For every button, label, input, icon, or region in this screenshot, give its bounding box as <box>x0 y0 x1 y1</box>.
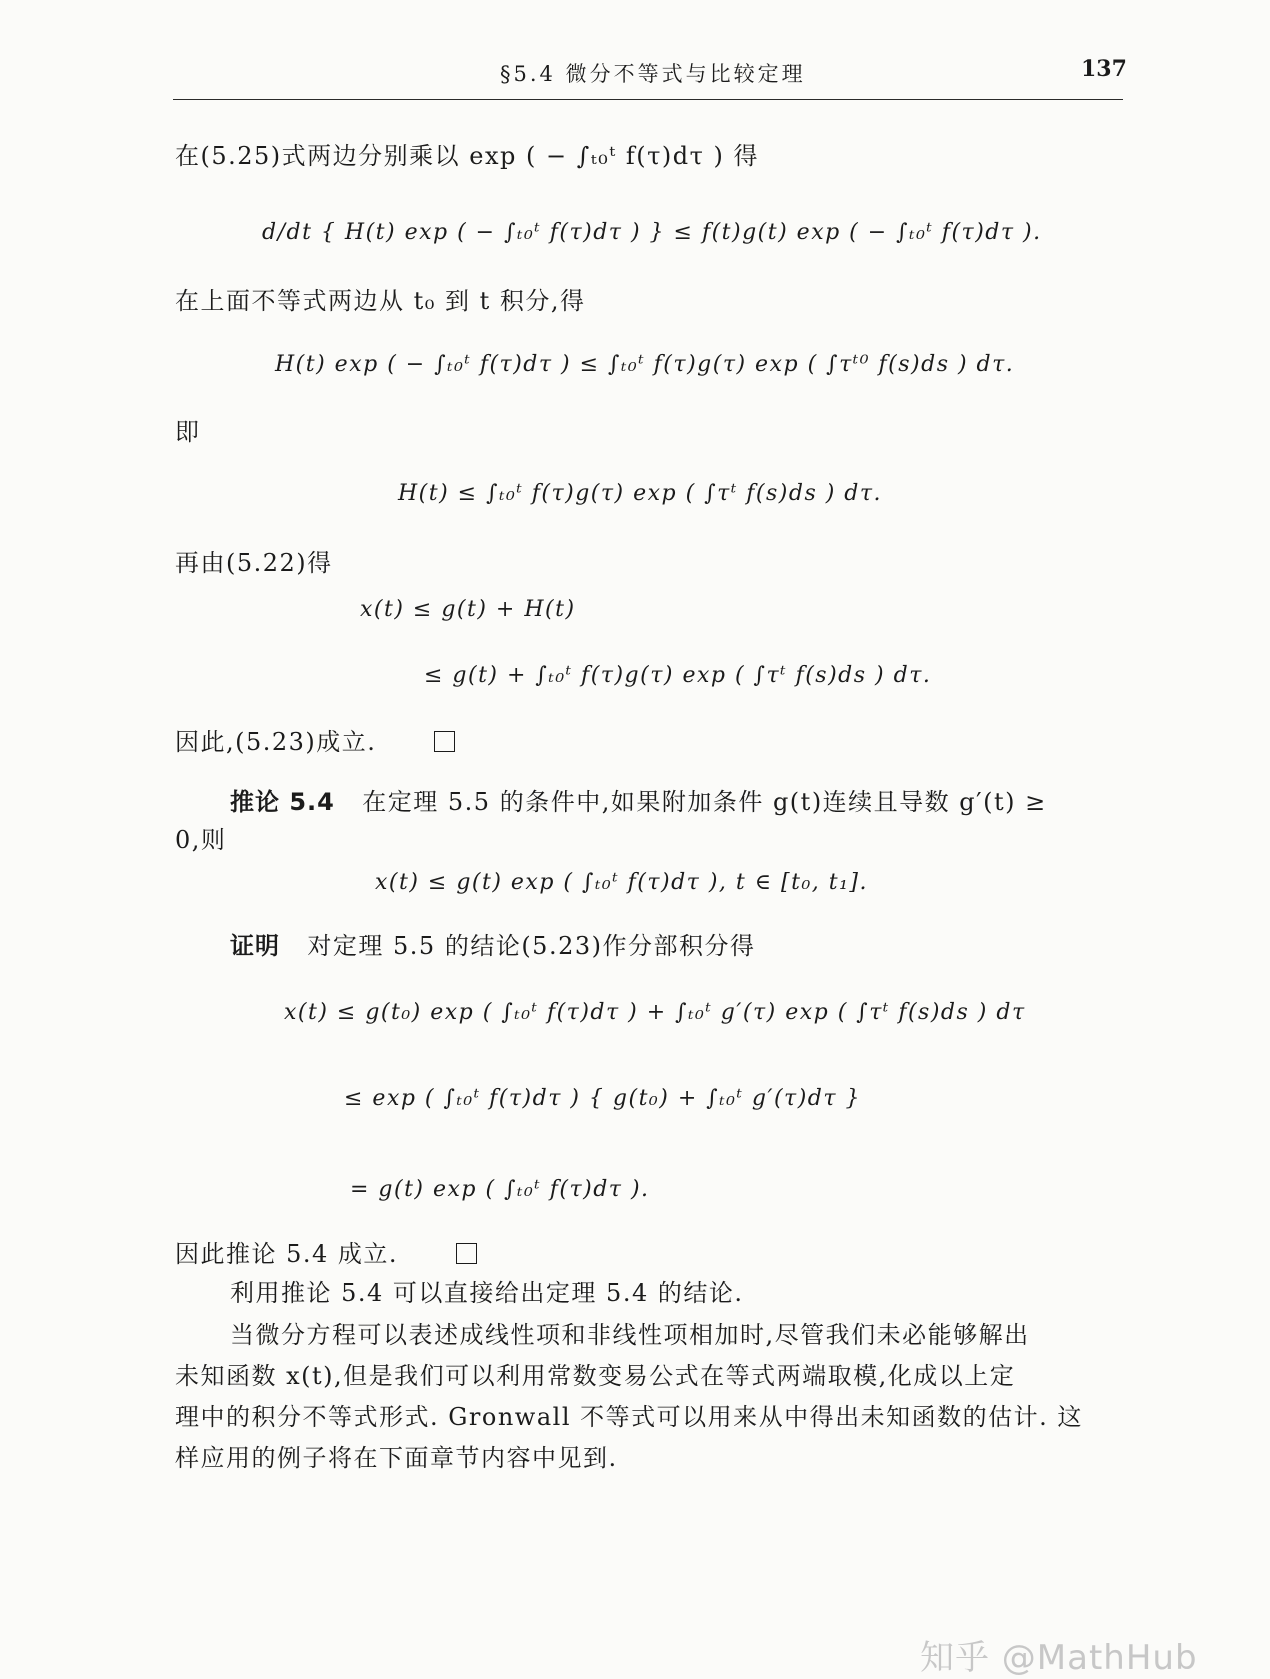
text-line-3: 即 <box>175 418 201 446</box>
text-line-7: 利用推论 5.4 可以直接给出定理 5.4 的结论. <box>230 1279 744 1307</box>
text-line-6 <box>175 1236 1125 1272</box>
equation-3: H(t) ≤ ∫ₜ₀ᵗ f(τ)g(τ) exp ( ∫τᵗ f(s)ds ) dτ. <box>398 481 883 506</box>
equation-1: d/dt { H(t) exp ( − ∫ₜ₀ᵗ f(τ)dτ ) } ≤ f(t)g(t) exp ( − ∫ₜ₀ᵗ f(τ)dτ ). <box>262 220 1042 245</box>
text-line-4: 再由(5.22)得 <box>175 549 333 577</box>
text-line-5 <box>175 724 1125 760</box>
paragraph-line-3: 理中的积分不等式形式. Gronwall 不等式可以用来从中得出未知函数的估计. 这 <box>175 1403 1083 1431</box>
equation-6b: ≤ exp ( ∫ₜ₀ᵗ f(τ)dτ ) { g(t₀) + ∫ₜ₀ᵗ g′(τ)dτ } <box>344 1086 862 1111</box>
equation-5: x(t) ≤ g(t) exp ( ∫ₜ₀ᵗ f(τ)dτ ), t ∈ [t₀, t₁]. <box>375 870 868 895</box>
qed-box-icon <box>434 731 455 752</box>
equation-4b: ≤ g(t) + ∫ₜ₀ᵗ f(τ)g(τ) exp ( ∫τᵗ f(s)ds ) dτ. <box>424 663 932 688</box>
header-rule <box>173 99 1123 100</box>
paragraph-line-4: 样应用的例子将在下面章节内容中见到. <box>175 1444 618 1472</box>
conclusion-text: 因此,(5.23)成立. <box>175 728 377 756</box>
equation-6c: = g(t) exp ( ∫ₜ₀ᵗ f(τ)dτ ). <box>350 1177 650 1202</box>
equation-4a: x(t) ≤ g(t) + H(t) <box>360 597 576 622</box>
equation-6a: x(t) ≤ g(t₀) exp ( ∫ₜ₀ᵗ f(τ)dτ ) + ∫ₜ₀ᵗ g′(τ) exp ( ∫τᵗ f(s)ds ) dτ <box>284 1000 1026 1025</box>
corollary-line <box>230 784 1125 820</box>
watermark: 知乎 @MathHub <box>920 1638 1198 1678</box>
corollary-text: 在定理 5.5 的条件中,如果附加条件 g(t)连续且导数 g′(t) ≥ <box>362 788 1047 816</box>
text-line-2: 在上面不等式两边从 t₀ 到 t 积分,得 <box>175 287 586 315</box>
paragraph-line-2: 未知函数 x(t),但是我们可以利用常数变易公式在等式两端取模,化成以上定 <box>175 1362 1016 1390</box>
proof-text: 对定理 5.5 的结论(5.23)作分部积分得 <box>307 932 756 960</box>
proof-label: 证明 <box>230 932 280 960</box>
corollary-conclusion: 因此推论 5.4 成立. <box>175 1240 399 1268</box>
text-line-1: 在(5.25)式两边分别乘以 exp ( − ∫ₜ₀ᵗ f(τ)dτ ) 得 <box>175 142 759 170</box>
page-number: 137 <box>1081 56 1127 82</box>
proof-line <box>230 928 1125 964</box>
equation-2: H(t) exp ( − ∫ₜ₀ᵗ f(τ)dτ ) ≤ ∫ₜ₀ᵗ f(τ)g(τ) exp ( ∫τᵗ⁰ f(s)ds ) dτ. <box>275 352 1015 377</box>
qed-box-icon <box>456 1243 477 1264</box>
corollary-continuation: 0,则 <box>175 826 227 854</box>
paragraph-line-1: 当微分方程可以表述成线性项和非线性项相加时,尽管我们未必能够解出 <box>230 1321 1030 1349</box>
running-header: §5.4 微分不等式与比较定理 <box>500 62 806 86</box>
corollary-label: 推论 5.4 <box>230 788 335 816</box>
